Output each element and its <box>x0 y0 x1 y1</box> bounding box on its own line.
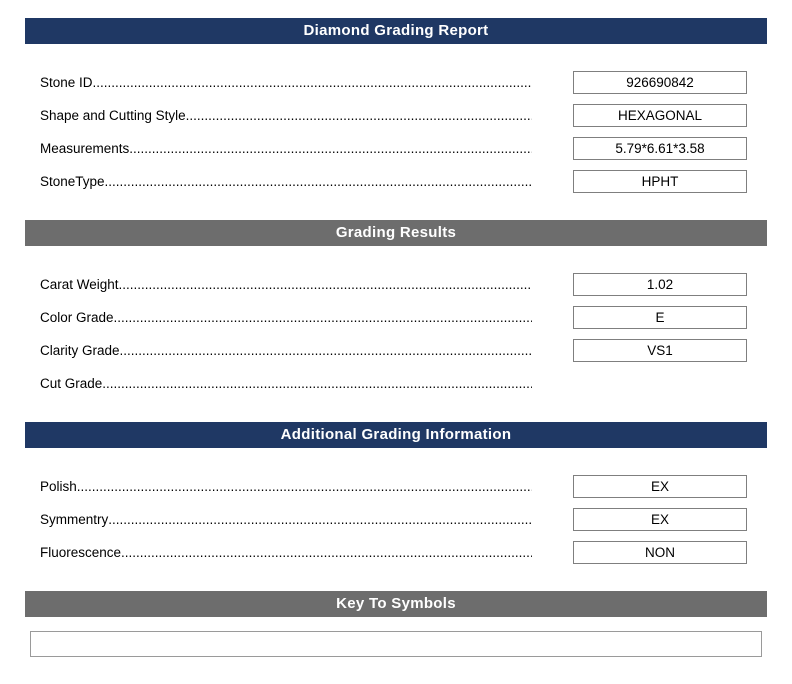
section-header-key-to-symbols: Key To Symbols <box>25 591 767 617</box>
carat-weight-value: 1.02 <box>573 273 747 296</box>
field-row-stone-id <box>0 66 792 99</box>
symmetry-value: EX <box>573 508 747 531</box>
dot-leader <box>93 75 532 90</box>
field-row-fluorescence <box>0 536 792 569</box>
section-header-additional-grading-information: Additional Grading Information <box>25 422 767 448</box>
dot-leader <box>119 277 532 292</box>
additional-info-section <box>0 470 792 569</box>
clarity-grade-label: Clarity Grade <box>40 343 120 358</box>
dot-leader <box>121 545 532 560</box>
stone-type-value: HPHT <box>573 170 747 193</box>
measurements-value: 5.79*6.61*3.58 <box>573 137 747 160</box>
field-row-polish <box>0 470 792 503</box>
grading-results-section <box>0 268 792 400</box>
stone-type-label: StoneType <box>40 174 105 189</box>
dot-leader <box>105 174 532 189</box>
field-row-color-grade <box>0 301 792 334</box>
color-grade-label: Color Grade <box>40 310 114 325</box>
section-header-grading-results: Grading Results <box>25 220 767 246</box>
measurements-label: Measurements <box>40 141 130 156</box>
symmetry-label: Symmentry <box>40 512 109 527</box>
shape-value: HEXAGONAL <box>573 104 747 127</box>
dot-leader <box>120 343 532 358</box>
key-to-symbols-box <box>30 631 762 657</box>
dot-leader <box>114 310 532 325</box>
polish-label: Polish <box>40 479 77 494</box>
field-row-stone-type <box>0 165 792 198</box>
carat-weight-label: Carat Weight <box>40 277 119 292</box>
shape-label: Shape and Cutting Style <box>40 108 186 123</box>
field-row-shape <box>0 99 792 132</box>
section-header-diamond-grading-report: Diamond Grading Report <box>25 18 767 44</box>
fluorescence-value: NON <box>573 541 747 564</box>
field-row-clarity-grade <box>0 334 792 367</box>
polish-value: EX <box>573 475 747 498</box>
cut-grade-label: Cut Grade <box>40 376 103 391</box>
field-row-measurements <box>0 132 792 165</box>
clarity-grade-value: VS1 <box>573 339 747 362</box>
stone-id-label: Stone ID <box>40 75 93 90</box>
dot-leader <box>77 479 532 494</box>
color-grade-value: E <box>573 306 747 329</box>
dot-leader <box>108 512 532 527</box>
dot-leader <box>102 376 532 391</box>
field-row-carat-weight <box>0 268 792 301</box>
fluorescence-label: Fluorescence <box>40 545 122 560</box>
report-info-section <box>0 66 792 198</box>
stone-id-value: 926690842 <box>573 71 747 94</box>
field-row-cut-grade <box>0 367 792 400</box>
dot-leader <box>186 108 532 123</box>
dot-leader <box>129 141 532 156</box>
field-row-symmetry <box>0 503 792 536</box>
